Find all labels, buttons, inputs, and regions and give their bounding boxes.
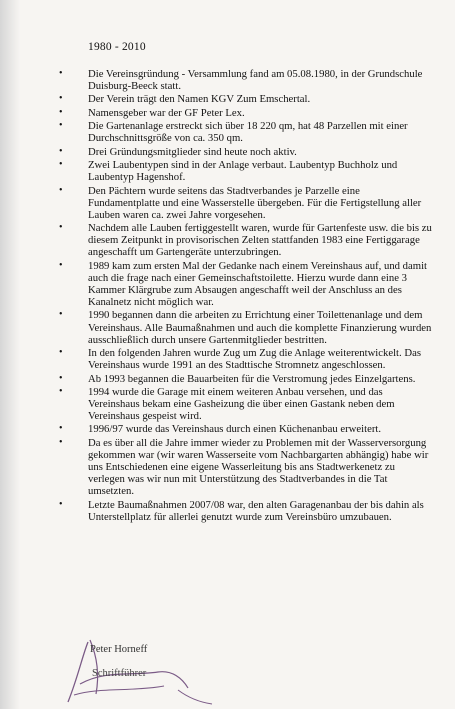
bullet-icon: • (59, 120, 63, 132)
bullet-icon: • (59, 145, 63, 157)
bullet-icon: • (59, 385, 63, 397)
list-item-text: Drei Gründungsmitglieder sind heute noch aktiv. (88, 145, 297, 158)
bullet-icon: • (59, 106, 63, 118)
list-item-text: Die Gartenanlage erstreckt sich über 18 220 qm, hat 48 Parzellen mit einer Durchschnittsgröße von ca. 350 qm. (88, 120, 408, 145)
list-item-text: Der Verein trägt den Namen KGV Zum Emschertal. (88, 93, 311, 106)
list-item (0, 159, 455, 183)
bullet-icon: • (59, 309, 63, 321)
list-item (0, 93, 455, 105)
bullet-icon: • (59, 93, 63, 105)
list-item (0, 260, 455, 308)
bullet-icon: • (59, 372, 63, 384)
list-item (0, 437, 455, 497)
list-item-text: Namensgeber war der GF Peter Lex. (88, 106, 245, 119)
signer-role: Schriftführer (92, 668, 147, 679)
bullet-icon: • (59, 423, 63, 435)
list-item (0, 146, 455, 158)
list-item (0, 386, 455, 422)
bullet-icon: • (59, 498, 63, 510)
bullet-icon: • (59, 222, 63, 234)
list-item (0, 499, 455, 523)
list-item-text: Nachdem alle Lauben fertiggestellt waren, wurde für Gartenfeste usw. die bis zu diesem Zeitpunkt in provisorischen Zelten stattfanden 1983 eine Fertiggarage angeschafft um Gartengeräte unterzubringen. (88, 222, 432, 259)
chronicle-list (0, 68, 455, 524)
bullet-icon: • (59, 259, 63, 271)
list-item-text: Den Pächtern wurde seitens das Stadtverbandes je Parzelle eine Fundamentplatte und eine Wasserstelle übergeben. Für die Fertigstellung aller Lauben waren ca. zwei Jahre vorgesehen. (88, 184, 422, 221)
list-item-text: 1990 begannen dann die arbeiten zu Errichtung einer Toilettenanlage und dem Vereinshaus. Alle Baumaßnahmen und auch die komplette Finanzierung wurden ausschließlich durch unsere Gartenmitglieder bestritten. (88, 309, 432, 346)
bullet-icon: • (59, 436, 63, 448)
list-item (0, 309, 455, 345)
list-item-text: Letzte Baumaßnahmen 2007/08 war, den alten Garagenanbau der bis dahin als Unterstellplatz für allerlei genutzt wurde zum Vereinsbüro umzubauen. (88, 498, 424, 523)
list-item-text: 1996/97 wurde das Vereinshaus durch einen Küchenanbau erweitert. (88, 423, 382, 436)
bullet-icon: • (59, 347, 63, 359)
list-item-text: Ab 1993 begannen die Bauarbeiten für die Verstromung jedes Einzelgartens. (88, 372, 416, 385)
list-item (0, 347, 455, 371)
list-item-text: Da es über all die Jahre immer wieder zu Problemen mit der Wasserversorgung gekommen war (wir waren Wasserseite vom Nachbargarten abhängig) habe wir uns Entschiedenen eine eigene Wasserleitung bis ans Stadtwerkenetz zu verlegen was wir nun mit Unterstützung des Stadtverbandes in die Tat umsetzten. (88, 436, 429, 498)
list-item (0, 185, 455, 221)
bullet-icon: • (59, 159, 63, 171)
list-item-text: Zwei Laubentypen sind in der Anlage verbaut. Laubentyp Buchholz und Laubentyp Hagenshof. (88, 159, 398, 184)
list-item (0, 423, 455, 435)
list-item (0, 68, 455, 92)
list-item (0, 222, 455, 258)
list-item-text: 1994 wurde die Garage mit einem weiteren Anbau versehen, und das Vereinshaus bekam eine Gasheizung die über einen Gastank neben dem Vereinshaus gespeist wird. (88, 385, 395, 423)
signer-name: Peter Horneff (90, 644, 148, 655)
list-item (0, 107, 455, 119)
list-item-text: 1989 kam zum ersten Mal der Gedanke nach einem Vereinshaus auf, und damit auch die frage nach einer Gemeinschaftstoilette. Hierzu wurde dann eine 3 Kammer Klärgrube zum Absaugen angeschafft weil der Anschluss an des Kanalnetz nicht möglich war. (88, 259, 428, 309)
list-item-text: In den folgenden Jahren wurde Zug um Zug die Anlage weiterentwickelt. Das Vereinshaus wurde 1991 an des Stadttische Stromnetz angeschlossen. (88, 347, 421, 372)
document-heading: 1980 - 2010 (88, 41, 146, 53)
list-item-text: Die Vereinsgründung - Versammlung fand am 05.08.1980, in der Grundschule Duisburg-Beeck statt. (88, 68, 423, 93)
list-item (0, 373, 455, 385)
list-item (0, 120, 455, 144)
bullet-icon: • (59, 68, 63, 79)
bullet-icon: • (59, 184, 63, 196)
